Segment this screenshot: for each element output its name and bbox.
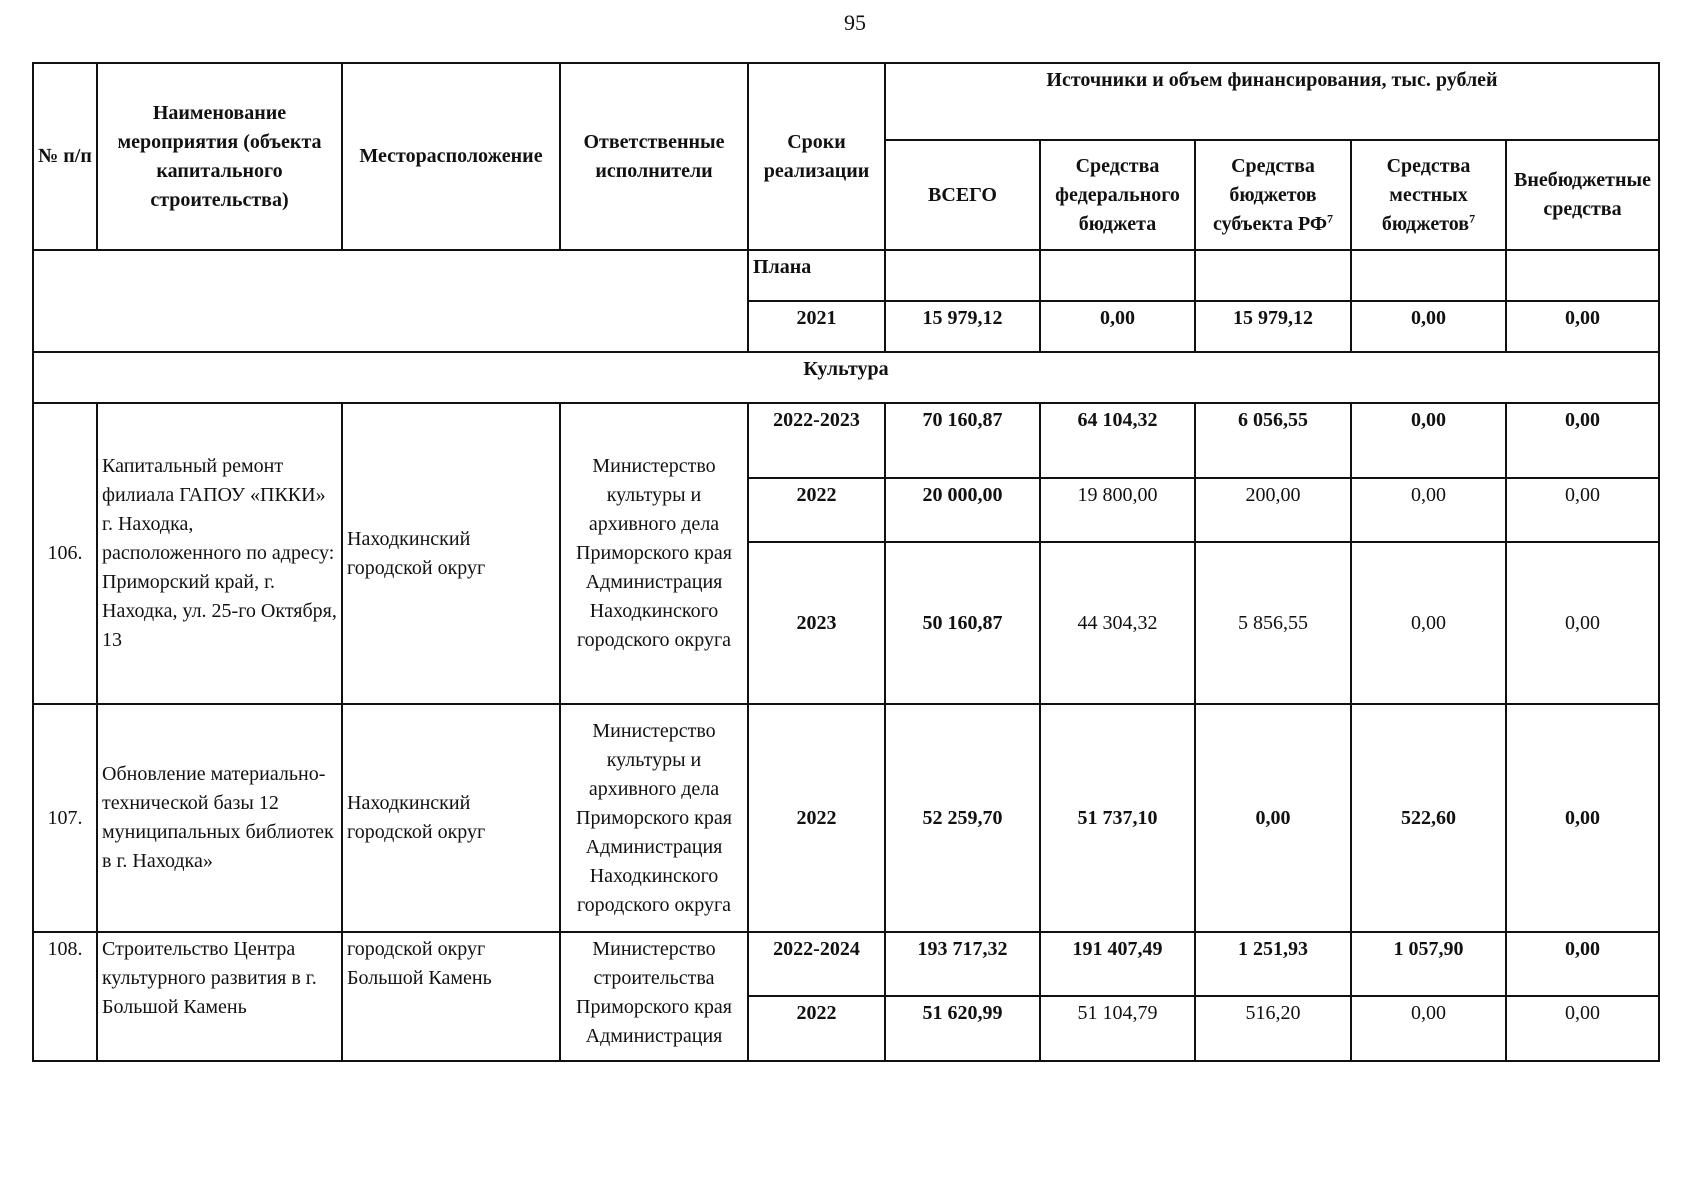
row-federal: 64 104,32 — [1040, 403, 1195, 478]
row-regional: 6 056,55 — [1195, 403, 1351, 478]
row-total: 20 000,00 — [885, 478, 1040, 542]
carry-over-offbudget: 0,00 — [1506, 301, 1659, 352]
header-offbudget: Внебюджетные средства — [1506, 140, 1659, 250]
carry-over-year: 2021 — [748, 301, 885, 352]
carry-over-local: 0,00 — [1351, 301, 1506, 352]
item-num: 108. — [33, 932, 97, 1061]
row-federal: 51 737,10 — [1040, 704, 1195, 932]
header-name: Наименование мероприятия (объекта капитального строительства) — [97, 63, 342, 250]
row-period: 2022-2024 — [748, 932, 885, 996]
header-local-label: Средства местных бюджетов — [1381, 154, 1471, 235]
item-name: Капитальный ремонт филиала ГАПОУ «ПККИ» г. Находка, расположенного по адресу: Приморский край, г. Находка, ул. 25-го Октября, 13 — [97, 403, 342, 704]
header-federal: Средства федерального бюджета — [1040, 140, 1195, 250]
row-local: 522,60 — [1351, 704, 1506, 932]
section-title: Культура — [33, 352, 1659, 403]
funding-table — [32, 62, 1660, 1062]
row-federal: 44 304,32 — [1040, 542, 1195, 704]
row-local: 0,00 — [1351, 478, 1506, 542]
item-name: Обновление материально-технической базы 12 муниципальных библиотек в г. Находка» — [97, 704, 342, 932]
row-regional: 5 856,55 — [1195, 542, 1351, 704]
carry-over-label: Плана — [748, 250, 885, 301]
item-location: Находкинский городской округ — [342, 403, 560, 704]
row-total: 193 717,32 — [885, 932, 1040, 996]
header-row — [33, 63, 1659, 140]
row-offbudget: 0,00 — [1506, 542, 1659, 704]
header-total: ВСЕГО — [885, 140, 1040, 250]
row-total: 50 160,87 — [885, 542, 1040, 704]
row-federal: 19 800,00 — [1040, 478, 1195, 542]
row-total: 70 160,87 — [885, 403, 1040, 478]
header-num: № п/п — [33, 63, 97, 250]
page-number: 95 — [844, 10, 866, 35]
row-period: 2022 — [748, 704, 885, 932]
row-offbudget: 0,00 — [1506, 996, 1659, 1061]
carry-over-federal: 0,00 — [1040, 301, 1195, 352]
header-period: Сроки реализации — [748, 63, 885, 250]
row-regional: 516,20 — [1195, 996, 1351, 1061]
carry-over-label-row — [33, 250, 1659, 301]
row-period: 2022 — [748, 996, 885, 1061]
item-location: городской округ Большой Камень — [342, 932, 560, 1061]
item-name: Строительство Центра культурного развития в г. Большой Камень — [97, 932, 342, 1061]
row-local: 0,00 — [1351, 403, 1506, 478]
row-local: 1 057,90 — [1351, 932, 1506, 996]
item-num: 106. — [33, 403, 97, 704]
item-num: 107. — [33, 704, 97, 932]
row-period: 2022 — [748, 478, 885, 542]
carry-over-regional: 15 979,12 — [1195, 301, 1351, 352]
row-offbudget: 0,00 — [1506, 704, 1659, 932]
header-regional — [1195, 140, 1351, 250]
section-row — [33, 352, 1659, 403]
row-period: 2023 — [748, 542, 885, 704]
header-local — [1351, 140, 1506, 250]
table-row — [33, 932, 1659, 996]
header-funding-group: Источники и объем финансирования, тыс. рублей — [885, 63, 1659, 140]
item-location: Находкинский городской округ — [342, 704, 560, 932]
table-row — [33, 704, 1659, 932]
row-period: 2022-2023 — [748, 403, 885, 478]
row-regional: 1 251,93 — [1195, 932, 1351, 996]
table-row — [33, 403, 1659, 478]
row-offbudget: 0,00 — [1506, 932, 1659, 996]
row-regional: 0,00 — [1195, 704, 1351, 932]
item-responsible: Министерство строительства Приморского края Администрация — [560, 932, 748, 1061]
carry-over-blank — [33, 250, 748, 352]
row-total: 52 259,70 — [885, 704, 1040, 932]
row-total: 51 620,99 — [885, 996, 1040, 1061]
header-responsible: Ответственные исполнители — [560, 63, 748, 250]
row-offbudget: 0,00 — [1506, 478, 1659, 542]
row-federal: 191 407,49 — [1040, 932, 1195, 996]
item-responsible: Министерство культуры и архивного дела Приморского края Администрация Находкинского городского округа — [560, 704, 748, 932]
row-regional: 200,00 — [1195, 478, 1351, 542]
header-local-footnote: 7 — [1469, 210, 1476, 225]
header-location: Месторасположение — [342, 63, 560, 250]
row-local: 0,00 — [1351, 996, 1506, 1061]
header-regional-footnote: 7 — [1327, 210, 1334, 225]
item-responsible: Министерство культуры и архивного дела Приморского края Администрация Находкинского городского округа — [560, 403, 748, 704]
carry-over-total: 15 979,12 — [885, 301, 1040, 352]
row-local: 0,00 — [1351, 542, 1506, 704]
row-federal: 51 104,79 — [1040, 996, 1195, 1061]
header-regional-label: Средства бюджетов субъекта РФ — [1212, 154, 1328, 235]
row-offbudget: 0,00 — [1506, 403, 1659, 478]
